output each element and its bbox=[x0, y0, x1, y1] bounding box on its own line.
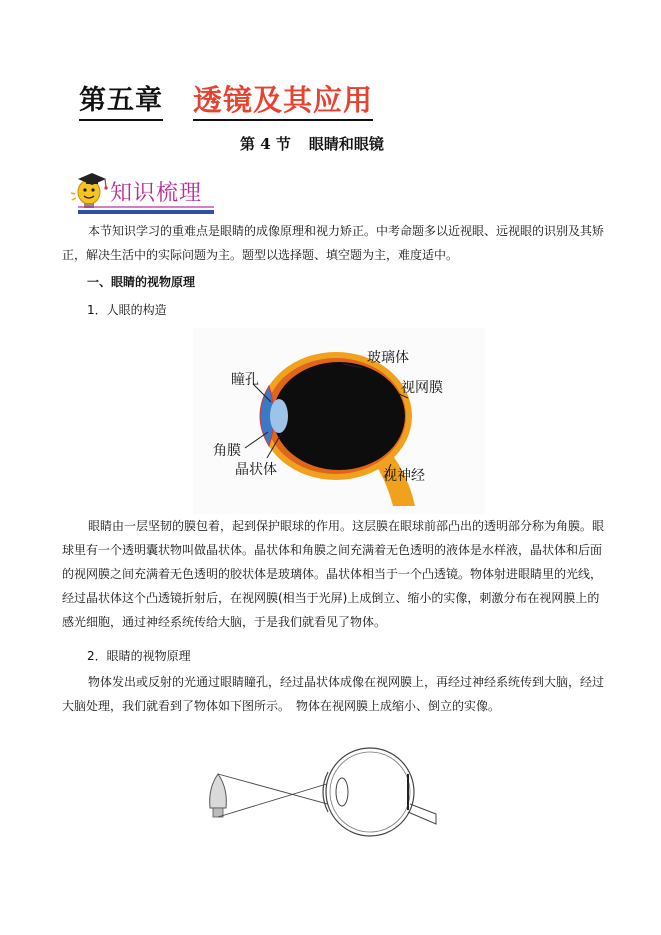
label-optic-nerve: 视神经 bbox=[383, 468, 425, 484]
intro-paragraph: 本节知识学习的重难点是眼睛的成像原理和视力矫正。中考命题多以近视眼、远视眼的识别及其矫正，解决生活中的实际问题为主。题型以选择题、填空题为主，难度适中。 bbox=[62, 224, 605, 262]
subheading-vision-principle: 2．眼睛的视物原理 bbox=[87, 649, 191, 663]
subheading-eye-structure: 1．人眼的构造 bbox=[87, 303, 167, 317]
label-cornea: 角膜 bbox=[213, 443, 241, 459]
eye-imaging-diagram bbox=[204, 728, 452, 846]
eye-structure-paragraph: 眼睛由一层坚韧的膜包着，起到保护眼球的作用。这层膜在眼球前部凸出的透明部分称为角膜。眼球里有一个透明囊状物叫做晶状体。晶状体和角膜之间充满着无色透明的液体是水样液，晶状体和后面的视网膜之间充满着无色透明的胶状体是玻璃体。晶状体相当于一个凸透镜。物体射进眼睛里的光线，经过晶状体这个凸透镜折射后，在视网膜(相当于光屏)上成倒立、缩小的实像，刺激分布在视网膜上的感光细胞，通过神经系统传给大脑，于是我们就看见了物体。 bbox=[62, 519, 605, 629]
knowledge-banner-title: 知识梳理 bbox=[110, 181, 203, 206]
banner-underline bbox=[78, 210, 214, 214]
eye-anatomy-figure bbox=[193, 328, 485, 514]
heading-eye-principle: 一、眼睛的视物原理 bbox=[87, 275, 196, 289]
vision-principle-paragraph: 物体发出或反射的光通过眼睛瞳孔，经过晶状体成像在视网膜上，再经过神经系统传到大脑，经过大脑处理，我们就看到了物体如下图所示。 物体在视网膜上成缩小、倒立的实像。 bbox=[62, 675, 605, 713]
label-retina: 视网膜 bbox=[401, 380, 443, 396]
label-pupil: 瞳孔 bbox=[231, 372, 259, 388]
banner-underline-accent bbox=[78, 206, 214, 208]
label-vitreous: 玻璃体 bbox=[367, 350, 409, 366]
section-heading bbox=[240, 134, 384, 154]
chapter-title: 透镜及其应用 bbox=[193, 82, 373, 121]
label-lens: 晶状体 bbox=[235, 462, 277, 478]
section-number: 第 4 节 bbox=[240, 135, 291, 153]
section-title: 眼睛和眼镜 bbox=[308, 135, 384, 153]
chapter-number: 第五章 bbox=[79, 84, 163, 121]
